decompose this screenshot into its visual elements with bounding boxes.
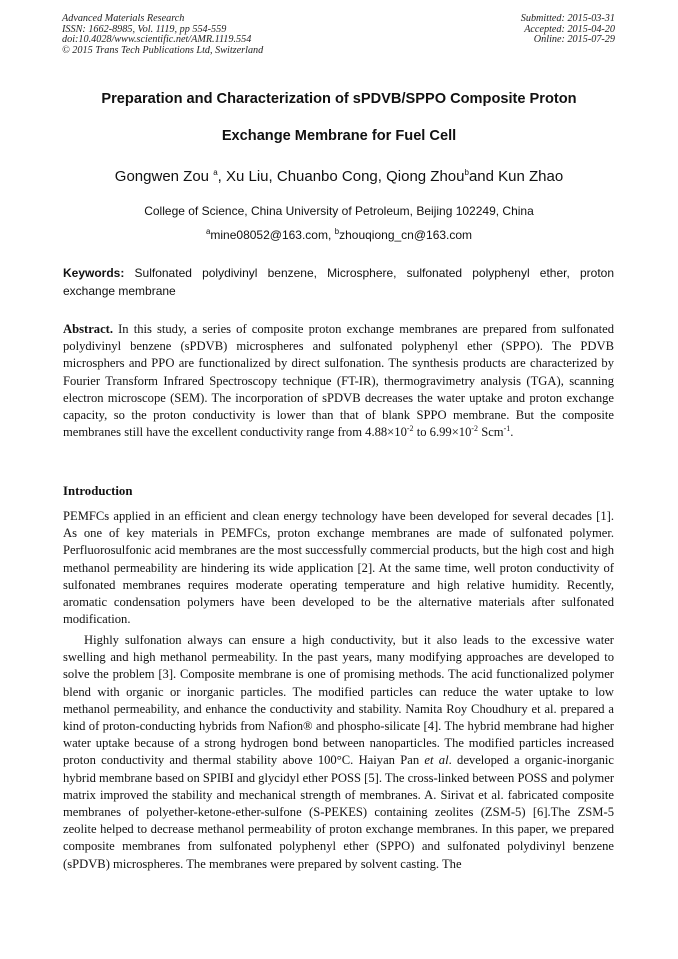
journal-issn: ISSN: 1662-8985, Vol. 1119, pp 554-559 <box>62 23 227 35</box>
abstract-text: to 6.99×10 <box>413 425 472 440</box>
author-list <box>40 168 638 185</box>
paragraph-text: Highly sulfonation always can ensure a high conductivity, but it also leads to the excessive water swelling and high methanol permeability. In the past years, many modifying approaches are developed to solve the problem [3]. Composite membrane is one of promising methods. The acid functionalized polymer blend with organic or inorganic particles. The modified particles can reduce the water uptake to low methanol permeability, and enhance the conductivity and stability. Namita Roy Choudhury et al. prepared a kind of proton-conducting hybrids from Nafion® and phospho-silicate [4]. The hybrid membrane had higher water uptake because of a strong hydrogen bond between nanoparticles. The modified particles increased proton conductivity and thermal stability above 100°C. Haiyan Pan <box>63 633 614 768</box>
italic-text: et al <box>424 753 449 768</box>
author-name: and Kun Zhao <box>468 168 564 185</box>
keywords-text: Sulfonated polydivinyl benzene, Microsphere, sulfonated polyphenyl ether, proton exchange membrane <box>63 266 614 298</box>
affiliation: College of Science, China University of Petroleum, Beijing 102249, China <box>144 204 534 218</box>
paper-title-line-1: Preparation and Characterization of sPDVB/SPPO Composite Proton <box>101 91 577 107</box>
journal-copyright: © 2015 Trans Tech Publications Ltd, Switzerland <box>62 44 264 56</box>
author-emails <box>40 228 638 242</box>
journal-info <box>62 14 263 56</box>
section-heading: Introduction <box>63 484 133 498</box>
submission-dates <box>521 14 615 46</box>
paragraph-text: . developed a organic-inorganic hybrid membrane based on SPIBI and glycidyl ether POSS [5]. The cross-linked between POSS and polymer matrix improved the stability and mechanical strength of membranes. A. Sirivat et al. fabricated composite membranes of polyether-ketone-ether-sulfone (S-PEKES) containing zeolites (ZSM-5) [6].The ZSM-5 zeolite helped to decrease methanol permeability of proton exchange membranes. In this paper, we prepared composite membranes from sulfonated polyphenyl ether (SPPO) and sulfonated polydivinyl benzene (sPDVB) microspheres. The membranes were prepared by solvent casting. The <box>63 753 615 871</box>
exponent: -1 <box>503 424 511 434</box>
email-link[interactable]: zhouqiong_cn@163.com <box>339 228 473 242</box>
abstract-text: In this study, a series of composite proton exchange membranes are prepared from sulfonated polydivinyl benzene (sPDVB) microspheres and sulfonated polyphenyl ether (SPPO). The PDVB microsphers and PPO are functionalized by direct sulfonation. The synthesis products are characterized by Fourier Transform Infrared Spectroscopy technique (FT-IR), thermogravimetry analysis (TGA), scanning electron microscope (SEM). The incorporation of sPDVB decreases the water uptake and proton exchange capacity, so the proton conductivity is lower than that of blank SPPO membrane. But the composite membranes still have the excellent conductivity range from 4.88×10 <box>63 322 614 440</box>
exponent: -2 <box>406 424 414 434</box>
paper-title-line-2: Exchange Membrane for Fuel Cell <box>221 128 457 144</box>
body-paragraph <box>63 632 614 873</box>
author-superscript: a <box>213 168 218 177</box>
keywords <box>63 264 614 300</box>
abstract <box>63 321 614 441</box>
abstract-text: Scm <box>478 425 504 440</box>
online-date: Online: 2015-07-29 <box>533 34 615 46</box>
author-name: Gongwen Zou <box>114 168 210 185</box>
email-superscript: b <box>334 227 340 236</box>
email-superscript: a <box>205 227 211 236</box>
journal-doi[interactable]: doi:10.4028/www.scientific.net/AMR.1119.554 <box>62 34 252 46</box>
email-link[interactable]: mine08052@163.com, <box>210 228 335 242</box>
abstract-label: Abstract. <box>63 322 114 336</box>
journal-name: Advanced Materials Research <box>62 13 185 24</box>
author-names: , Xu Liu, Chuanbo Cong, Qiong Zhou <box>217 168 465 185</box>
abstract-text: . <box>510 425 514 440</box>
submitted-date: Submitted: 2015-03-31 <box>520 13 615 24</box>
keywords-label: Keywords: <box>63 266 125 280</box>
accepted-date: Accepted: 2015-04-20 <box>524 23 615 35</box>
author-superscript: b <box>464 168 469 177</box>
exponent: -2 <box>471 424 479 434</box>
body-paragraph: PEMFCs applied in an efficient and clean energy technology have been developed for several decades [1]. As one of key materials in PEMFCs, proton exchange membranes are made of sulfonated polymer. Perfluorosulfonic acid membranes are the most successfully commercial products, but the high cost and high methanol permeability are hindering its wide application [2]. At the same time, well proton conductivity of sulfonated membranes requires moderate operating temperature and high relative humidity. Recently, aromatic condensation polymers have been developed to be the alternative materials after sulfonated modification. <box>63 509 614 627</box>
